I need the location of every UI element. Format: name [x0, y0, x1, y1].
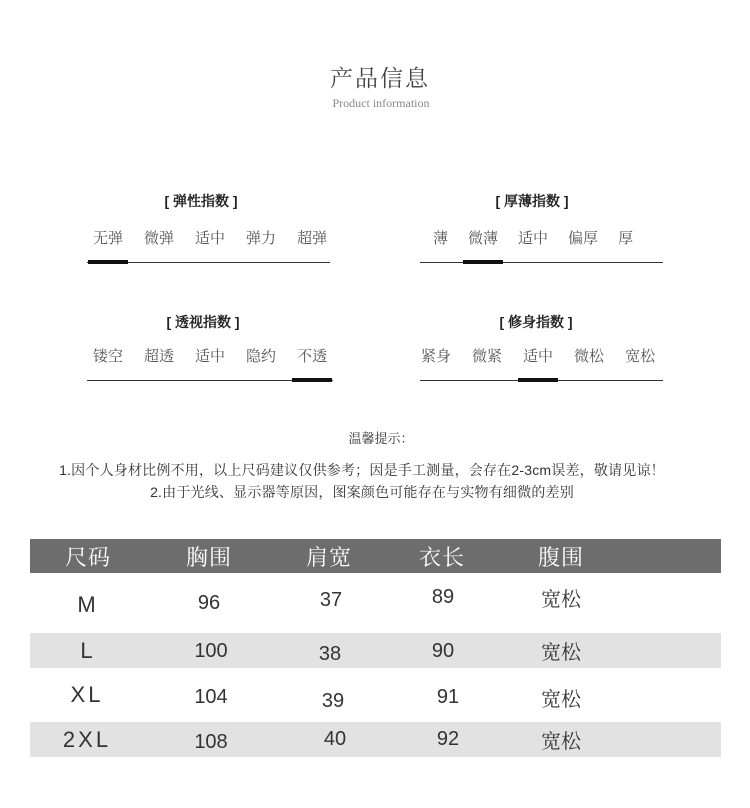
thickness-option: 适中 [518, 230, 549, 247]
transparency-option: 不透 [297, 348, 328, 365]
thickness-scale-line [420, 262, 663, 263]
transparency-option: 适中 [195, 348, 226, 365]
transparency-index-title: [ 透视指数 ] [166, 314, 240, 330]
abdomen-cell: 宽松 [541, 688, 581, 711]
thickness-option: 微薄 [468, 230, 499, 247]
thickness-option: 偏厚 [568, 230, 599, 247]
transparency-options [93, 348, 327, 366]
elasticity-options [93, 230, 327, 248]
tips-heading: 温馨提示： [348, 431, 414, 446]
column-header-abdomen: 腹围 [537, 544, 584, 570]
transparency-index [87, 303, 337, 385]
column-header-size: 尺码 [64, 544, 111, 570]
abdomen-cell: 宽松 [541, 642, 581, 664]
chest-cell: 108 [194, 731, 228, 753]
transparency-option: 超透 [144, 348, 175, 365]
table-row [30, 573, 721, 633]
transparency-selected-marker [292, 378, 332, 382]
elasticity-option: 微弹 [144, 230, 175, 247]
table-row [30, 633, 721, 668]
fit-options [421, 348, 655, 366]
size-cell: 2XL [62, 726, 112, 752]
length-cell: 89 [431, 585, 455, 608]
length-cell: 90 [431, 640, 455, 662]
elasticity-selected-marker [88, 260, 128, 264]
fit-selected-marker [518, 378, 558, 382]
column-header-chest: 胸围 [185, 544, 232, 570]
chest-cell: 104 [194, 685, 228, 708]
size-cell: M [77, 592, 99, 617]
thickness-options [433, 230, 633, 248]
size-cell: L [80, 637, 96, 663]
size-table [30, 539, 721, 757]
fit-option: 微松 [574, 348, 605, 365]
fit-index-title: [ 修身指数 ] [499, 314, 573, 330]
fit-index [420, 303, 670, 385]
abdomen-cell: 宽松 [541, 588, 581, 611]
column-header-length: 衣长 [418, 544, 465, 570]
fit-option: 适中 [523, 348, 554, 365]
abdomen-cell: 宽松 [541, 731, 581, 753]
elasticity-option: 弹力 [246, 230, 277, 247]
elasticity-option: 无弹 [93, 230, 124, 247]
shoulder-cell: 40 [323, 728, 347, 750]
page-subtitle: Product information [332, 96, 430, 110]
length-cell: 92 [436, 728, 460, 750]
shoulder-cell: 37 [319, 588, 343, 611]
page-title: 产品信息 [330, 65, 430, 91]
thickness-selected-marker [463, 260, 503, 264]
size-cell: XL [70, 682, 104, 707]
tip-line: 1.因个人身材比例不用，以上尺码建议仅供参考；因是手工测量，会存在2-3cm误差，敬请见谅！ [59, 462, 665, 478]
transparency-option: 镂空 [93, 348, 124, 365]
thickness-option: 薄 [433, 230, 449, 247]
length-cell: 91 [436, 685, 460, 708]
elasticity-option: 适中 [195, 230, 226, 247]
elasticity-index-title: [ 弹性指数 ] [164, 193, 238, 209]
table-row [30, 668, 721, 722]
chest-cell: 100 [194, 640, 228, 662]
size-table-header [30, 539, 721, 573]
elasticity-option: 超弹 [297, 230, 328, 247]
tip-line: 2.由于光线、显示器等原因，图案颜色可能存在与实物有细微的差别 [150, 484, 574, 500]
fit-option: 微紧 [472, 348, 503, 365]
thickness-index-title: [ 厚薄指数 ] [495, 193, 569, 209]
column-header-shoulder: 肩宽 [305, 544, 352, 570]
chest-cell: 96 [197, 591, 221, 614]
shoulder-cell: 39 [321, 689, 345, 712]
fit-option: 宽松 [625, 348, 656, 365]
thickness-option: 厚 [618, 230, 634, 247]
elasticity-index [87, 185, 337, 267]
thickness-index [420, 185, 670, 267]
shoulder-cell: 38 [318, 643, 342, 665]
table-row [30, 722, 721, 757]
transparency-option: 隐约 [246, 348, 277, 365]
fit-option: 紧身 [421, 348, 452, 365]
